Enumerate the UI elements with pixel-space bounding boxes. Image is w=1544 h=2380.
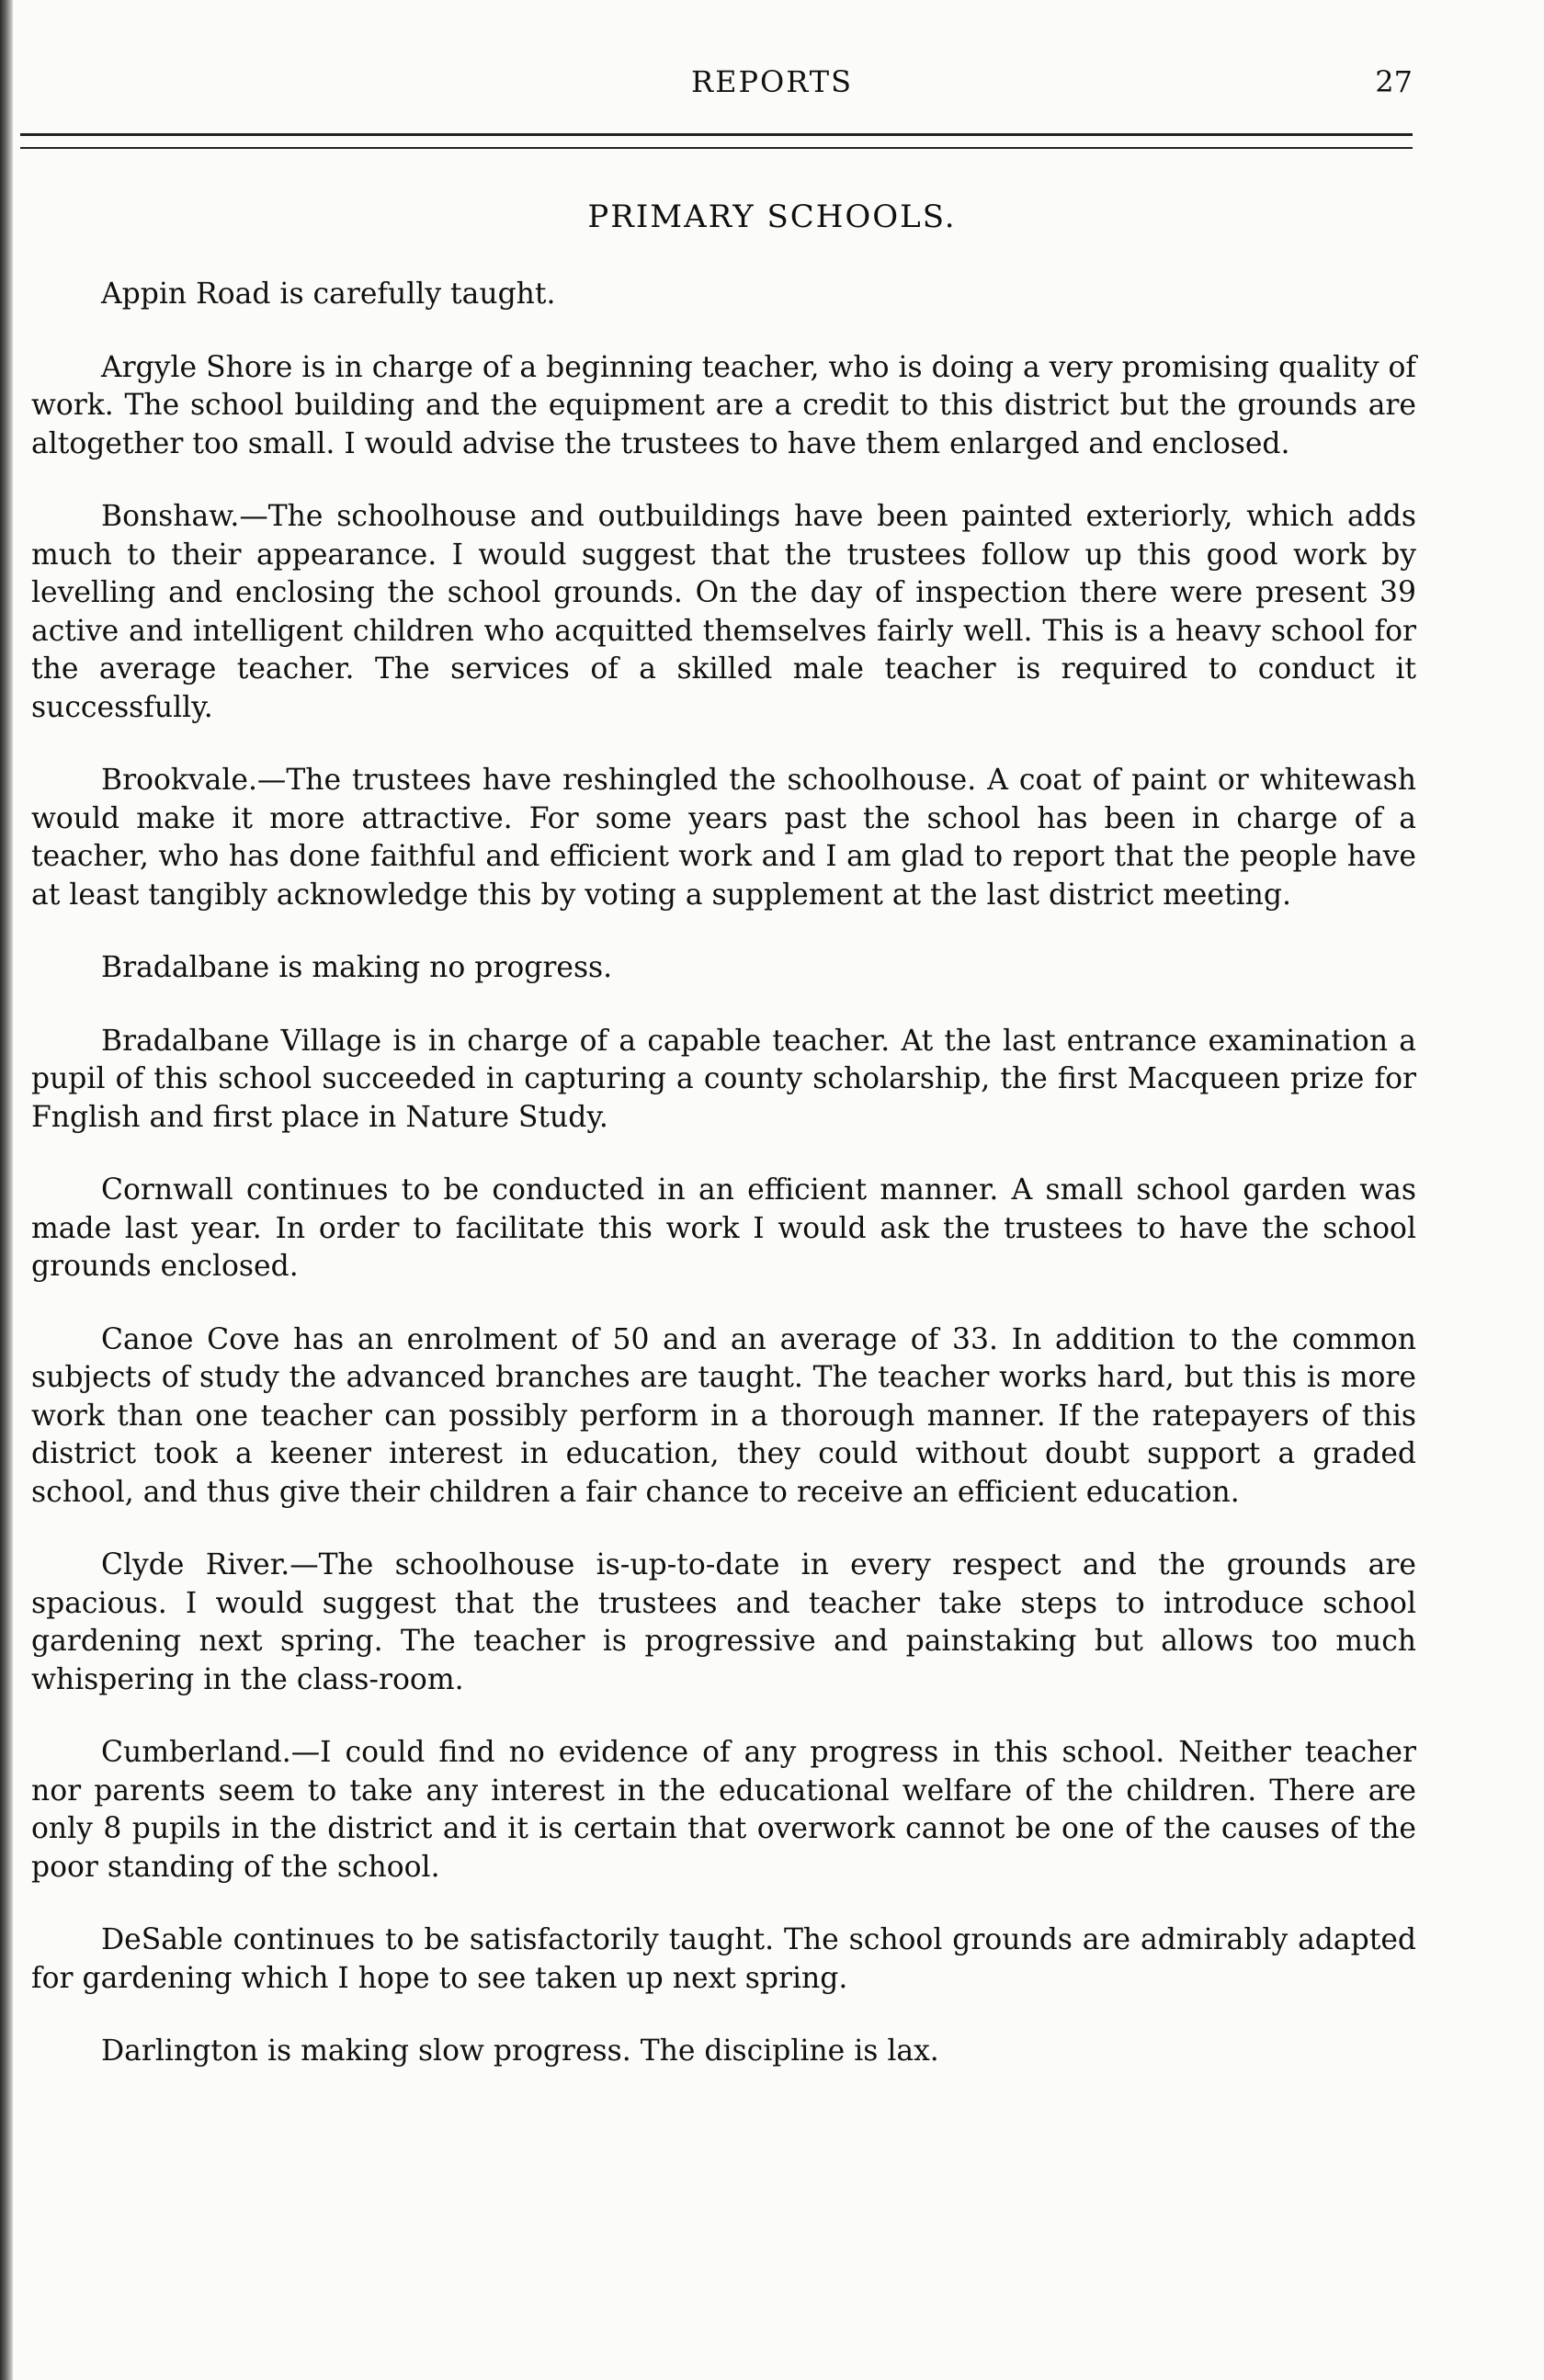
paragraph-canoe-cove: Canoe Cove has an enrolment of 50 and an average of 33. In addition to the common subjects of study the advanced branches are taught. The teacher works hard, but this is more work than one teacher can possibly perform in a thorough manner. If the ratepayers of this district took a keener interest in education, they could without doubt support a graded school, and thus give their children a fair chance to receive an efficient education. [31, 1322, 1416, 1509]
paragraph-cumberland: Cumberland.—I could find no evidence of any progress in this school. Neither teacher nor parents seem to take any interest in the educational welfare of the children. There are only 8 pupils in the district and it is certain that overwork cannot be one of the causes of the poor standing of the school. [31, 1736, 1416, 1884]
paragraph-argyle-shore: Argyle Shore is in charge of a beginning teacher, who is doing a very promising quality of work. The school building and the equipment are a credit to this district but the grounds are altogether too small. I would advise the trustees to have them enlarged and enclosed. [31, 350, 1416, 460]
page-number: 27 [1375, 64, 1413, 99]
report-body [31, 276, 1416, 2106]
section-title: PRIMARY SCHOOLS. [587, 198, 957, 235]
paragraph-clyde-river: Clyde River.—The schoolhouse is-up-to-date in every respect and the grounds are spacious. I would suggest that the trustees and teacher take steps to introduce school gardening next spring. The teacher is progressive and painstaking but allows too much whispering in the class-room. [31, 1548, 1416, 1696]
header-rule-top [20, 133, 1413, 136]
running-title: REPORTS [690, 64, 853, 99]
paragraph-darlington: Darlington is making slow progress. The discipline is lax. [101, 2034, 939, 2068]
running-head [0, 64, 1544, 110]
paragraph-bradalbane: Bradalbane is making no progress. [101, 951, 613, 984]
paragraph-desable: DeSable continues to be satisfactorily taught. The school grounds are admirably adapted for gardening which I hope to see taken up next spring. [31, 1923, 1416, 1995]
paragraph-appin-road: Appin Road is carefully taught. [101, 278, 556, 311]
paragraph-bonshaw: Bonshaw.—The schoolhouse and outbuildings have been painted exteriorly, which adds much to their appearance. I would suggest that the trustees follow up this good work by levelling and enclosing the school grounds. On the day of inspection there were present 39 active and intelligent children who acquitted themselves fairly well. This is a heavy school for the average teacher. The services of a skilled male teacher is required to conduct it successfully. [31, 500, 1416, 724]
paragraph-brookvale: Brookvale.—The trustees have reshingled the schoolhouse. A coat of paint or whitewash would make it more attractive. For some years past the school has been in charge of a teacher, who has done faithful and efficient work and I am glad to report that the people have at least tangibly acknowledge this by voting a supplement at the last district meeting. [31, 764, 1416, 912]
page-edge-shadow [0, 0, 13, 2380]
paragraph-bradalbane-village: Bradalbane Village is in charge of a capable teacher. At the last entrance examination a pupil of this school succeeded in capturing a county scholarship, the first Macqueen prize for Fnglish and first place in Nature Study. [31, 1024, 1416, 1134]
paragraph-cornwall: Cornwall continues to be conducted in an efficient manner. A small school garden was made last year. In order to facilitate this work I would ask the trustees to have the school grounds enclosed. [31, 1173, 1416, 1283]
header-rule-bottom [20, 147, 1413, 149]
